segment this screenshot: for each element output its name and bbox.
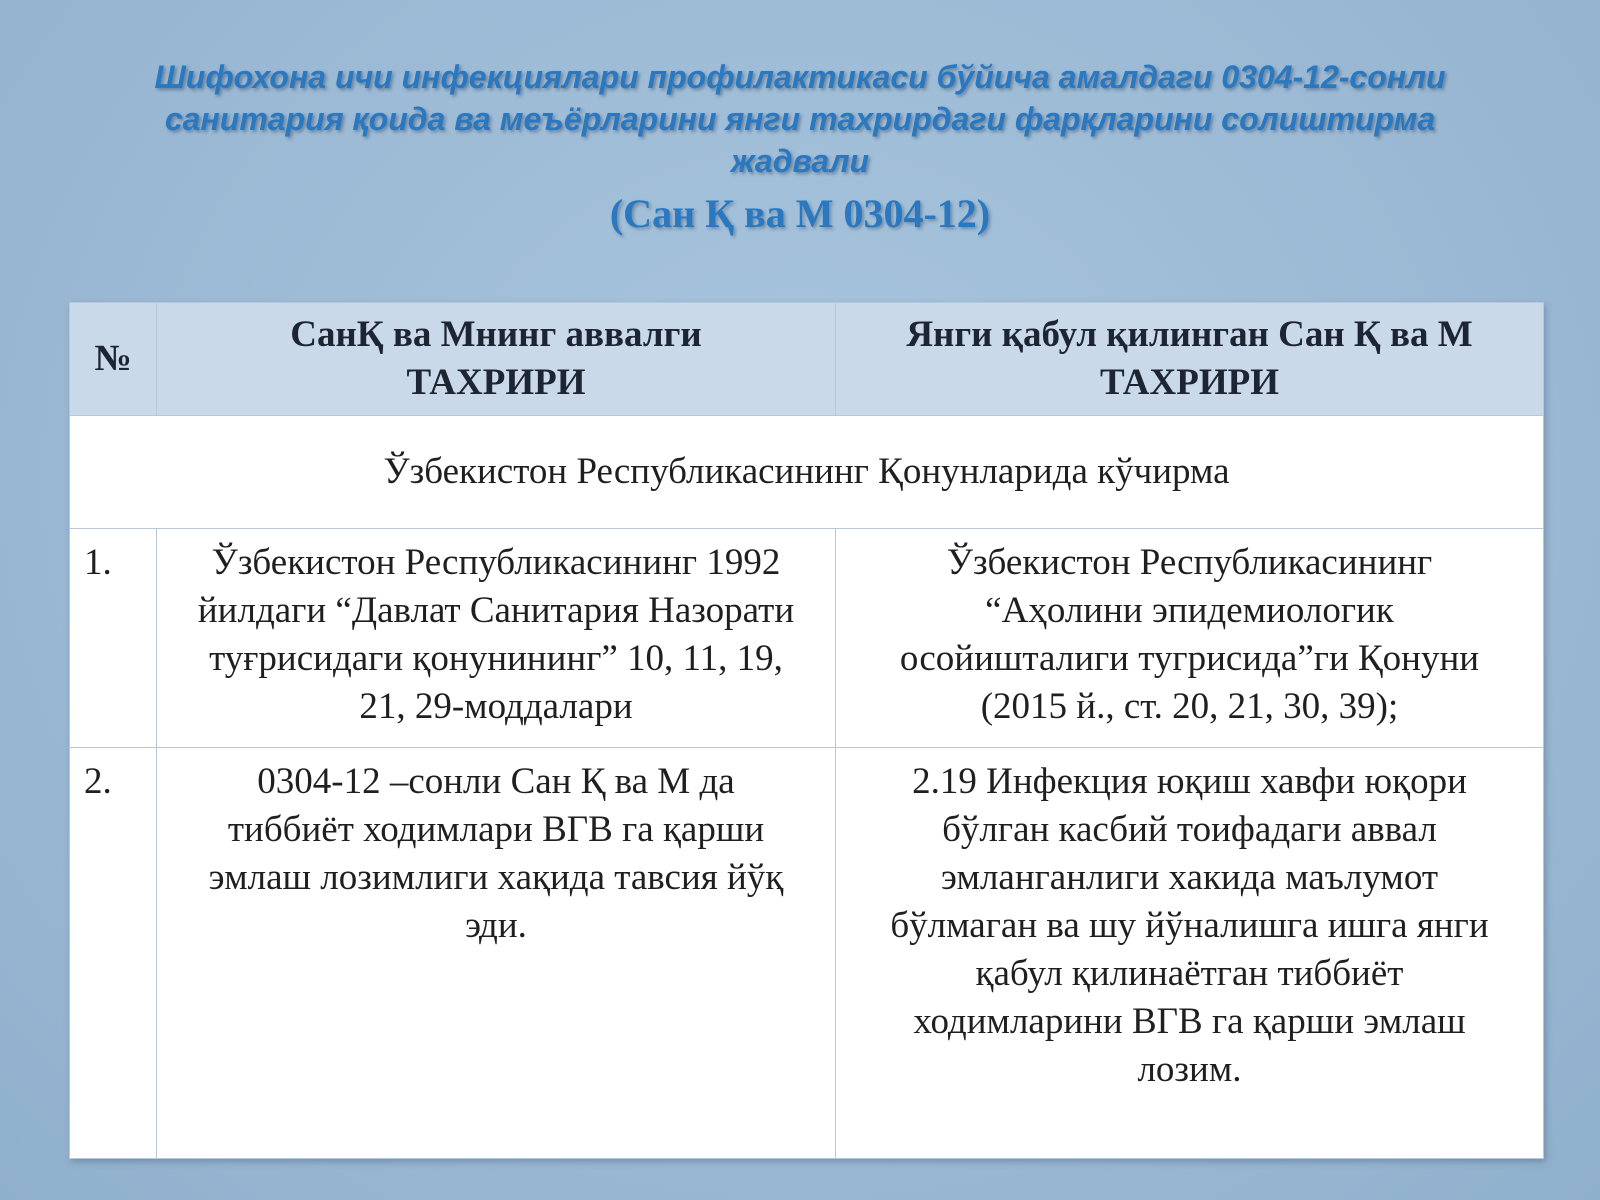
- comparison-table: [69, 302, 1544, 1159]
- cell-line: бўлган касбий тоифадаги аввал: [942, 809, 1437, 850]
- title-code: (Сан Қ ва М 0304-12): [609, 191, 991, 236]
- header-new-line-1: Янги қабул қилинган Сан Қ ва М: [906, 314, 1473, 355]
- table-row: [70, 529, 1544, 748]
- cell-line: 2.19 Инфекция юқиш хавфи юқори: [912, 761, 1467, 802]
- row-number: 2.: [70, 748, 157, 1159]
- cell-line: тиббиёт ходимлари ВГВ га қарши: [227, 809, 765, 850]
- header-old-edition: [157, 303, 836, 416]
- header-old-line-1: СанҚ ва Мнинг аввалги: [290, 314, 702, 355]
- header-number: №: [70, 303, 157, 416]
- cell-line: (2015 й., ст. 20, 21, 30, 39);: [980, 686, 1399, 727]
- table-header-row: [70, 303, 1544, 416]
- new-edition-cell: [836, 748, 1544, 1159]
- cell-line: қабул қилинаётган тиббиёт: [975, 953, 1404, 994]
- title-line-3: жадвали: [730, 143, 870, 179]
- row-number: 1.: [70, 529, 157, 748]
- cell-line: эди.: [465, 905, 527, 946]
- cell-line: туғрисидаги қонунининг” 10, 11, 19,: [209, 638, 783, 679]
- cell-line: “Аҳолини эпидемиологик: [985, 590, 1394, 631]
- cell-line: Ўзбекистон Республикасининг: [946, 542, 1433, 583]
- cell-line: эмлаш лозимлиги хақида тавсия йўқ: [208, 857, 784, 898]
- cell-line: осойишталиги тугрисида”ги Қонуни: [899, 638, 1480, 679]
- table-row: [70, 748, 1544, 1159]
- cell-line: эмланганлиги хакида маълумот: [940, 857, 1439, 898]
- header-old-line-2: ТАХРИРИ: [406, 362, 586, 403]
- title-line-2: санитария қоида ва меъёрларини янги тахрирдаги фарқларини солиштирма: [164, 101, 1436, 137]
- header-new-line-2: ТАХРИРИ: [1099, 362, 1280, 403]
- old-edition-cell: [157, 748, 836, 1159]
- slide-title: [40, 56, 1560, 240]
- cell-line: бўлмаган ва шу йўналишга ишга янги: [890, 905, 1489, 946]
- section-title: Ўзбекистон Республикасининг Қонунларида кўчирма: [70, 416, 1544, 529]
- cell-line: 0304-12 –сонли Сан Қ ва М да: [257, 761, 735, 802]
- new-edition-cell: [836, 529, 1544, 748]
- cell-line: 21, 29-моддалари: [359, 686, 633, 727]
- old-edition-cell: [157, 529, 836, 748]
- cell-line: лозим.: [1137, 1049, 1242, 1090]
- header-new-edition: [836, 303, 1544, 416]
- section-row: [70, 416, 1544, 529]
- cell-line: Ўзбекистон Республикасининг 1992: [211, 542, 781, 583]
- title-line-1: Шифохона ичи инфекциялари профилактикаси бўйича амалдаги 0304-12-сонли: [154, 59, 1446, 95]
- cell-line: ходимларини ВГВ га қарши эмлаш: [913, 1001, 1466, 1042]
- cell-line: йилдаги “Давлат Санитария Назорати: [197, 590, 795, 631]
